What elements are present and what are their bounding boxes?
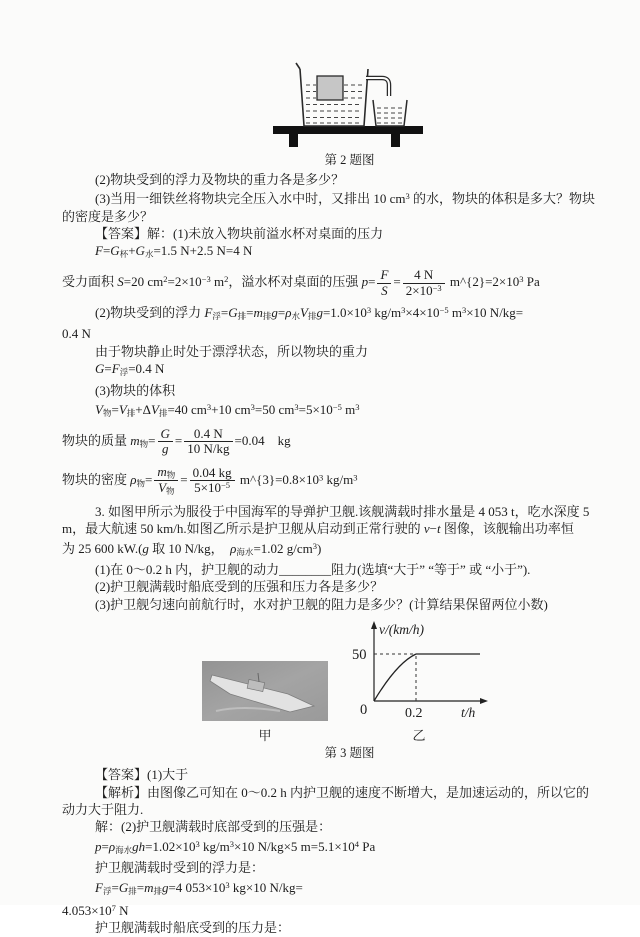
figure2-caption: 第 2 题图 bbox=[324, 153, 375, 167]
analysis-line: 动力大于阻力. bbox=[62, 802, 144, 818]
formula-line: $V_物=V_排+\Delta V_排=40$ $cm^3+10$ $cm^3=50$ $cm^3=5\times 10^{-5}$ $m^3$ bbox=[95, 401, 360, 419]
text-line: 解：(2)护卫舰满载时底部受到的压强是： bbox=[95, 819, 332, 835]
acceleration-curve bbox=[374, 654, 416, 701]
table-leg bbox=[289, 134, 298, 147]
x-axis-label: t/h bbox=[461, 705, 476, 721]
fill-blank-line: (1)在 0～0.2 h 内，护卫舰的动力________阻力(选填“大于” “等于” 或 “小于”). bbox=[95, 562, 531, 578]
y-axis-label: v/(km/h) bbox=[379, 622, 424, 638]
table-leg bbox=[391, 134, 400, 147]
text-line: (2)护卫舰满载时船底受到的压强和压力各是多少？ bbox=[95, 579, 384, 595]
text-line: 护卫舰满载时受到的浮力是： bbox=[95, 860, 265, 876]
analysis-line: 【解析】由图像乙可知在 0～0.2 h 内护卫舰的速度不断增大，是加速运动的，所以它的 bbox=[95, 784, 590, 800]
formula-line: 物块的密度 $\rho_物=$ $m_物$ $V_物$ = $\frac{0.04 kg}{5\times 10^{-5}}$ $m\^{}\{3\}=0.8\times 10^3$ $kg/m^3$ bbox=[62, 463, 358, 497]
overflow-beaker-diagram-icon bbox=[265, 56, 435, 148]
text-line: 为 25 600 kW.(g 取 10 N/kg， $\rho_{海水}=1.02$ $g/cm^3$) bbox=[62, 540, 322, 557]
formula-line: 0.4 N bbox=[62, 326, 91, 342]
answer-label-line: 【答案】解：(1)未放入物块前溢水杯对桌面的压力 bbox=[95, 226, 384, 242]
floating-block bbox=[317, 76, 343, 100]
formula-line: (2)物块受到的浮力 $F_浮=G_排=m_排g=\rho_水V_排g=1.0\times 10^3$ $kg/m^3\times 4\times 10^{-5}$ $m^3\times 10$ N/kg= bbox=[95, 304, 524, 321]
origin-label: 0 bbox=[360, 702, 368, 719]
figure3-right-label: 乙 bbox=[412, 728, 426, 744]
y-axis-arrow bbox=[371, 621, 377, 629]
y-tick-50: 50 bbox=[352, 647, 367, 664]
formula-line: $F=G_杯+G_水=1.5$ N+2.5 N=4 N bbox=[95, 243, 253, 260]
figure2 bbox=[62, 56, 582, 168]
question3-section bbox=[62, 503, 590, 613]
spout-tube bbox=[366, 78, 389, 96]
answer-label-line: 【答案】(1)大于 bbox=[95, 767, 189, 783]
page-content bbox=[62, 56, 596, 937]
text-line: (2)物块受到的浮力及物块的重力各是多少？ bbox=[95, 172, 345, 187]
figure3-caption: 第 3 题图 bbox=[324, 746, 375, 761]
frigate-photo bbox=[202, 661, 328, 721]
x-axis-arrow bbox=[480, 698, 488, 704]
small-beaker-water-lines bbox=[377, 108, 403, 123]
text-line: 护卫舰满载时船底受到的压力是： bbox=[95, 920, 291, 936]
figure3 bbox=[62, 619, 582, 744]
vt-graph bbox=[344, 619, 494, 721]
formula-line: 物块的质量 $m_物=$ $\frac{G}{g}$ = $\frac{0.4 N}{10 N/kg}$ =0.04 kg bbox=[62, 425, 291, 457]
answer3-section bbox=[62, 766, 590, 936]
formula-line: $p=\rho_{海水}gh=1.02\times 10^3$ $kg/m^3\times 10$ N/kg×5 $m=5.1\times 10^4$ Pa bbox=[95, 838, 376, 855]
figure3-left-label: 甲 bbox=[258, 728, 272, 744]
text-line: (3)物块的体积 bbox=[95, 382, 176, 398]
table-top bbox=[273, 126, 423, 134]
text-line: (3)护卫舰匀速向前航行时，水对护卫舰的阻力是多少？(计算结果保留两位小数) bbox=[95, 596, 548, 612]
dashed-guides bbox=[374, 654, 416, 701]
text-line: 由于物块静止时处于漂浮状态，所以物块的重力 bbox=[95, 343, 369, 359]
question2-section bbox=[62, 171, 596, 501]
text-line: 的密度是多少？ bbox=[62, 208, 154, 224]
text-line: m，最大航速 50 km/h.如图乙所示是护卫舰从启动到正常行驶的 v−t 图像，该舰输出功率恒 bbox=[62, 521, 574, 537]
ship-photo-block bbox=[202, 661, 328, 744]
formula-line: $4.053\times 10^7$ N bbox=[62, 902, 129, 918]
formula-line: 受力面积 S=20 $cm^2=2\times 10^{-3}$ $m^2$，溢水杯对桌面的压强 p= $\frac{F}{S}$ = $\frac{4 N}{2\times 10^{-3}}$ $m\^{}\{2\}=2\times 10^3$ Pa bbox=[62, 266, 540, 298]
text-line: 3. 如图甲所示为服役于中国海军的导弹护卫舰.该舰满载时排水量是 4 053 t，吃水深度 5 bbox=[95, 503, 590, 519]
x-tick-0-2: 0.2 bbox=[405, 706, 423, 722]
vt-graph-block bbox=[344, 619, 494, 744]
text-line: (3)当用一细铁丝将物块完全压入水中时，又排出 10 $cm^3$ 的水，物块的体积是多大？物块 bbox=[95, 191, 596, 207]
formula-line: $G=F_浮=0.4$ N bbox=[95, 361, 165, 378]
formula-line: $F_浮=G_排=m_排g=4$ $053\times 10^3$ kg×10 N/kg= bbox=[95, 879, 303, 896]
